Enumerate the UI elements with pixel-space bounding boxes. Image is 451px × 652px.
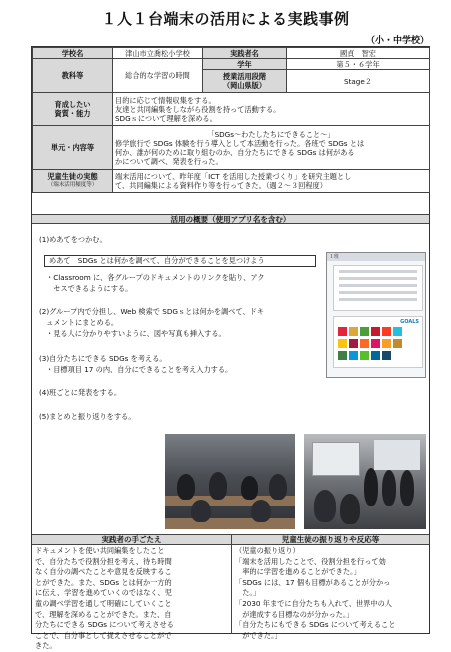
ability-line: 友達と共同編集をしながら役割を持って活動する。	[115, 104, 281, 114]
teacher-review-heading: 実践者の手ごたえ	[32, 534, 231, 545]
step-2-cont: ュメントにまとめる。	[39, 318, 119, 327]
status-line: 端末活用について、昨年度「ICT を活用した授業づくり」を研究主題とし	[115, 172, 352, 181]
sdg-tile	[371, 351, 380, 360]
ability-line: SDGｓについて理解を深める。	[115, 113, 217, 123]
document-page	[333, 265, 423, 311]
sdg-tile	[349, 327, 358, 336]
presenter-figure	[382, 470, 396, 506]
column-divider	[231, 534, 232, 634]
unit-label: 単元・内容等	[33, 126, 113, 170]
sdg-tile	[349, 339, 358, 348]
step-3: (3)自分たちにできる SDGs を考える。	[39, 354, 167, 363]
grade-label: 学年	[203, 59, 287, 70]
student-review-line: 「自分たちにもできる SDGs について考えること	[235, 620, 396, 630]
sdg-tile	[371, 339, 380, 348]
teacher-review-line: なく自分の調べたことや意見を反映するこ	[35, 567, 172, 577]
grade-value: 第５・６学年	[287, 59, 430, 70]
unit-title: 「SDGs～わたしたちにできること～」	[207, 129, 335, 139]
subject-label: 教科等	[33, 59, 113, 93]
student-review-line: た。」	[235, 588, 261, 598]
unit-line: 修学旅行で SDGs 体験を行う導入として本活動を行った。各班で SDGs とは	[115, 138, 365, 148]
sdg-tile	[349, 351, 358, 360]
ability-label-1: 育成したい	[54, 100, 91, 109]
step-3-note: ・目標項目 17 の内、自分にできることを考え入力する。	[46, 365, 233, 374]
student-figure	[251, 500, 271, 522]
overview-heading: 活用の概要（使用アプリ名を含む）	[32, 214, 429, 224]
classroom-photo-students	[165, 434, 295, 529]
student-review-line: ができた。」	[235, 630, 282, 640]
teacher-review-line: ことで、自分事として捉えさせることがで	[35, 630, 172, 640]
teacher-review-line: に伝え、学習を進めていくのではなく、児	[35, 588, 172, 598]
teacher-review-line: ドキュメントを使い共同編集をしたこと	[35, 546, 165, 555]
unit-line: かについて調べ、発表を行った。	[115, 156, 223, 166]
document-screenshot	[326, 252, 426, 378]
teacher-review-body	[35, 546, 229, 652]
teacher-review-line: で、自分たちで役割分担を考え、待ち時間	[35, 556, 172, 566]
step-1-note: ・Classroom に、各グループのドキュメントのリンクを貼り、アク	[46, 273, 265, 282]
whiteboard	[374, 440, 420, 470]
stage-value: Stage２	[287, 70, 430, 93]
step-1: (1)めあてをつかむ。	[39, 235, 107, 244]
school-value: 津山市立喬松小学校	[113, 48, 203, 59]
subject-value: 総合的な学習の時間	[113, 59, 203, 93]
classroom-photo-presentation	[304, 434, 426, 529]
stage-label-text: 授業活用段階	[222, 72, 267, 81]
presenter-figure	[364, 468, 378, 506]
sdg-tile	[382, 351, 391, 360]
school-label: 学校名	[33, 48, 113, 59]
screen-display	[312, 442, 360, 476]
sdg-tile	[382, 327, 391, 336]
student-figure	[340, 494, 360, 524]
sdg-tile	[360, 327, 369, 336]
status-label-sub: （端末活用頻度等）	[47, 182, 98, 188]
sdgs-goals-grid	[333, 316, 423, 368]
student-figure	[209, 472, 227, 500]
student-review-line: 率的に学習を進めることができた。」	[235, 567, 361, 577]
presenter-figure	[400, 470, 414, 506]
document-tab: １班	[327, 253, 425, 261]
step-5: (5)まとめと振り返りをする。	[39, 412, 136, 421]
student-figure	[241, 476, 258, 500]
sdg-tile	[338, 351, 347, 360]
ability-label-2: 資質・能力	[54, 109, 91, 118]
step-1-note: セスできるようにする。	[46, 284, 133, 293]
teacher-label: 実践者名	[203, 48, 287, 59]
teacher-review-line: で、理解を深めることができた。また、自	[35, 609, 172, 619]
sdg-tile	[338, 339, 347, 348]
sdg-tile	[393, 339, 402, 348]
student-figure	[314, 490, 336, 522]
student-review-line: が達成する目標なのが分かった。」	[235, 609, 354, 619]
sdg-tile	[360, 339, 369, 348]
header-table	[32, 47, 430, 193]
teacher-review-line: とができた。また、SDGs とは何か一方的	[35, 577, 172, 587]
status-label-text: 児童生徒の実態	[47, 172, 98, 181]
teacher-review-line: きた。	[35, 641, 57, 651]
stage-label-sub: （岡山県版）	[222, 81, 267, 90]
student-review-line: 「2030 年までに自分たちも入れて、世界中の人	[235, 598, 392, 608]
status-content	[113, 170, 430, 193]
student-figure	[191, 500, 211, 522]
ability-label	[33, 93, 113, 126]
student-figure	[269, 474, 287, 500]
sdg-tile	[382, 339, 391, 348]
page-title: １人１台端末の活用による実践事例	[101, 10, 350, 28]
unit-line: 何か、誰が何のために取り組むのか、自分たちにできる SDGs は何がある	[115, 147, 355, 157]
goal-box: めあて SDGs とは何かを調べて、自分ができることを見つけよう	[44, 255, 316, 267]
teacher-review-line: 童の調べ学習を通して明確にしていくこと	[35, 598, 172, 608]
step-4: (4)班ごとに発表をする。	[39, 388, 122, 397]
sdg-tile	[371, 327, 380, 336]
student-review-line: 「SDGs には、17 個も目標があることが分かっ	[235, 577, 391, 587]
teacher-review-line: 分たちにできる SDGs について考えさせる	[35, 620, 174, 630]
student-review-heading: 児童生徒の振り返りや反応等	[232, 534, 429, 545]
sdg-tile	[393, 327, 402, 336]
student-review-line: （児童の振り返り）	[235, 546, 300, 555]
desk-row	[165, 518, 295, 529]
teacher-value: 國貞 智宏	[287, 48, 430, 59]
student-review-body	[235, 546, 427, 641]
step-2: (2)グループ内で分担し、Web 検索で SDGｓとは何かを調べて、ドキ	[39, 307, 265, 316]
ability-line: 目的に応じて情報収集をする。	[115, 95, 216, 105]
sdgs-goals-mark: GOALS	[400, 319, 419, 325]
status-line: て、共同編集による資料作り等を行ってきた。（週２～３回程度）	[115, 181, 327, 190]
student-review-line: 「端末を活用したことで、役割分担を行って効	[235, 556, 386, 566]
stage-label	[203, 70, 287, 93]
sdg-tile	[338, 327, 347, 336]
unit-content	[113, 126, 430, 170]
student-figure	[177, 474, 195, 500]
step-2-note: ・見る人に分かりやすいように、図や写真も挿入する。	[46, 329, 226, 338]
page-subtitle: （小・中学校）	[365, 36, 429, 46]
report-frame	[31, 46, 430, 651]
status-label	[33, 170, 113, 193]
sdg-tile	[360, 351, 369, 360]
ability-content	[113, 93, 430, 126]
